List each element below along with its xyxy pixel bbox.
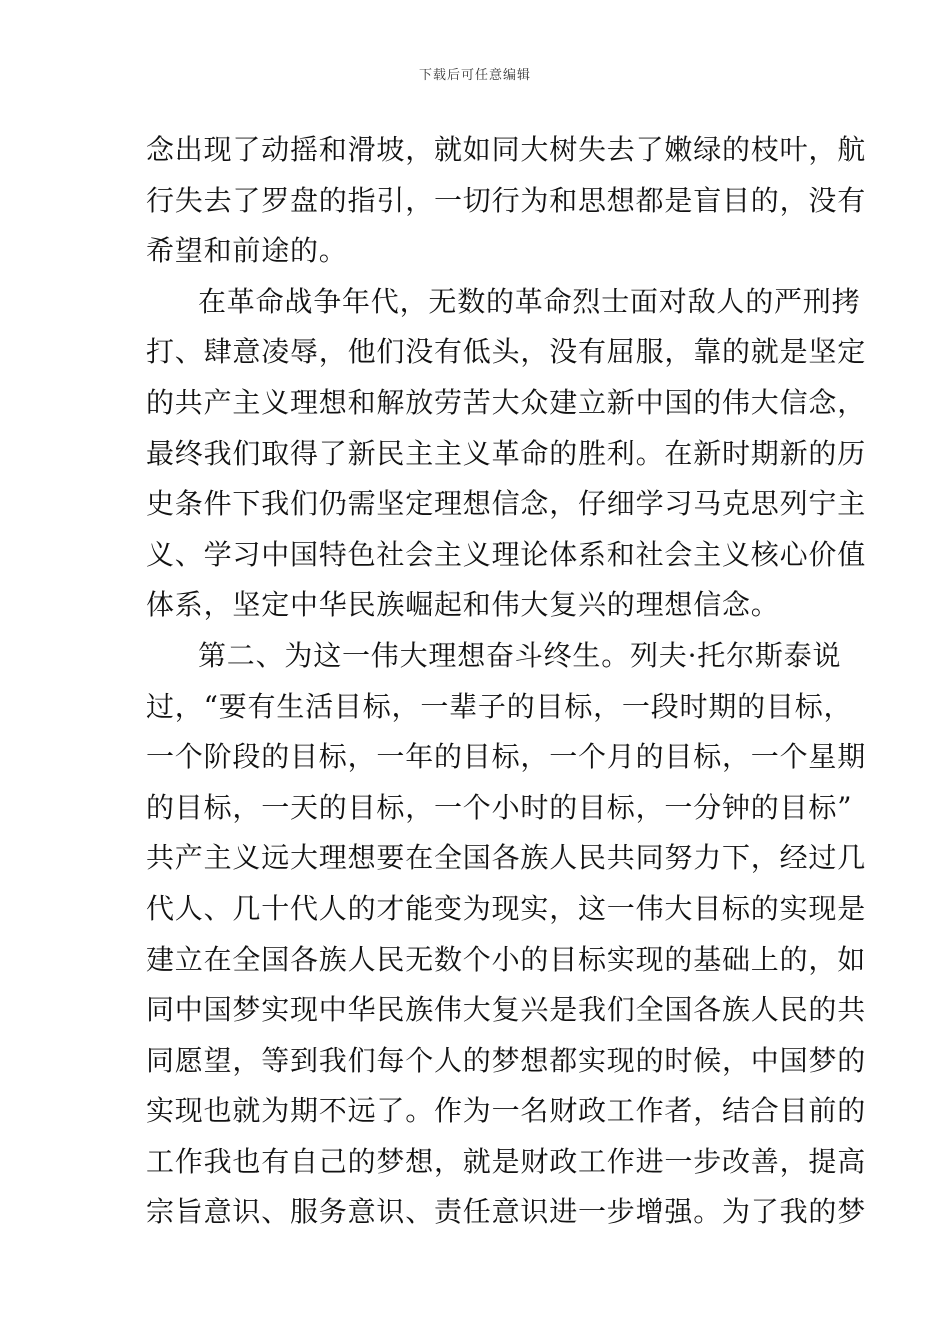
- text-line: 宗旨意识、服务意识、责任意识进一步增强。为了我的梦: [146, 1195, 867, 1229]
- document-body: [146, 125, 867, 1238]
- text-line: 建立在全国各族人民无数个小的目标实现的基础上的，如: [146, 942, 867, 976]
- text-line: 的目标，一天的目标，一个小时的目标，一分钟的目标”: [146, 790, 853, 824]
- text-line: 实现也就为期不远了。作为一名财政工作者，结合目前的: [146, 1094, 867, 1128]
- text-line: 体系，坚定中华民族崛起和伟大复兴的理想信念。: [146, 588, 780, 622]
- text-line: 行失去了罗盘的指引，一切行为和思想都是盲目的，没有: [146, 183, 867, 217]
- text-line: 同愿望，等到我们每个人的梦想都实现的时候，中国梦的: [146, 1043, 867, 1077]
- text-line: 希望和前途的。: [146, 234, 348, 268]
- text-line: 义、学习中国特色社会主义理论体系和社会主义核心价值: [146, 537, 867, 571]
- text-line: 念出现了动摇和滑坡，就如同大树失去了嫩绿的枝叶，航: [146, 133, 867, 166]
- text-line: 打、肆意凌辱，他们没有低头，没有屈服，靠的就是坚定: [146, 335, 867, 369]
- paragraph-start-line: 第二、为这一伟大理想奋斗终生。列夫·托尔斯泰说: [198, 638, 842, 672]
- text-line: 史条件下我们仍需坚定理想信念，仔细学习马克思列宁主: [146, 487, 867, 521]
- text-line: 一个阶段的目标，一年的目标，一个月的目标，一个星期: [146, 740, 867, 774]
- text-line: 过，“要有生活目标，一辈子的目标，一段时期的目标，: [146, 689, 853, 723]
- text-line: 同中国梦实现中华民族伟大复兴是我们全国各族人民的共: [146, 993, 867, 1027]
- text-line: 的共产主义理想和解放劳苦大众建立新中国的伟大信念，: [146, 385, 867, 419]
- text-line: 工作我也有自己的梦想，就是财政工作进一步改善，提高: [146, 1144, 867, 1178]
- text-line: 最终我们取得了新民主主义革命的胜利。在新时期新的历: [146, 436, 867, 470]
- page-header: 下载后可任意编辑: [418, 68, 531, 83]
- text-line: 代人、几十代人的才能变为现实，这一伟大目标的实现是: [146, 891, 867, 925]
- paragraph-start-line: 在革命战争年代，无数的革命烈士面对敌人的严刑拷: [198, 284, 861, 318]
- text-line: 共产主义远大理想要在全国各族人民共同努力下，经过几: [146, 841, 867, 875]
